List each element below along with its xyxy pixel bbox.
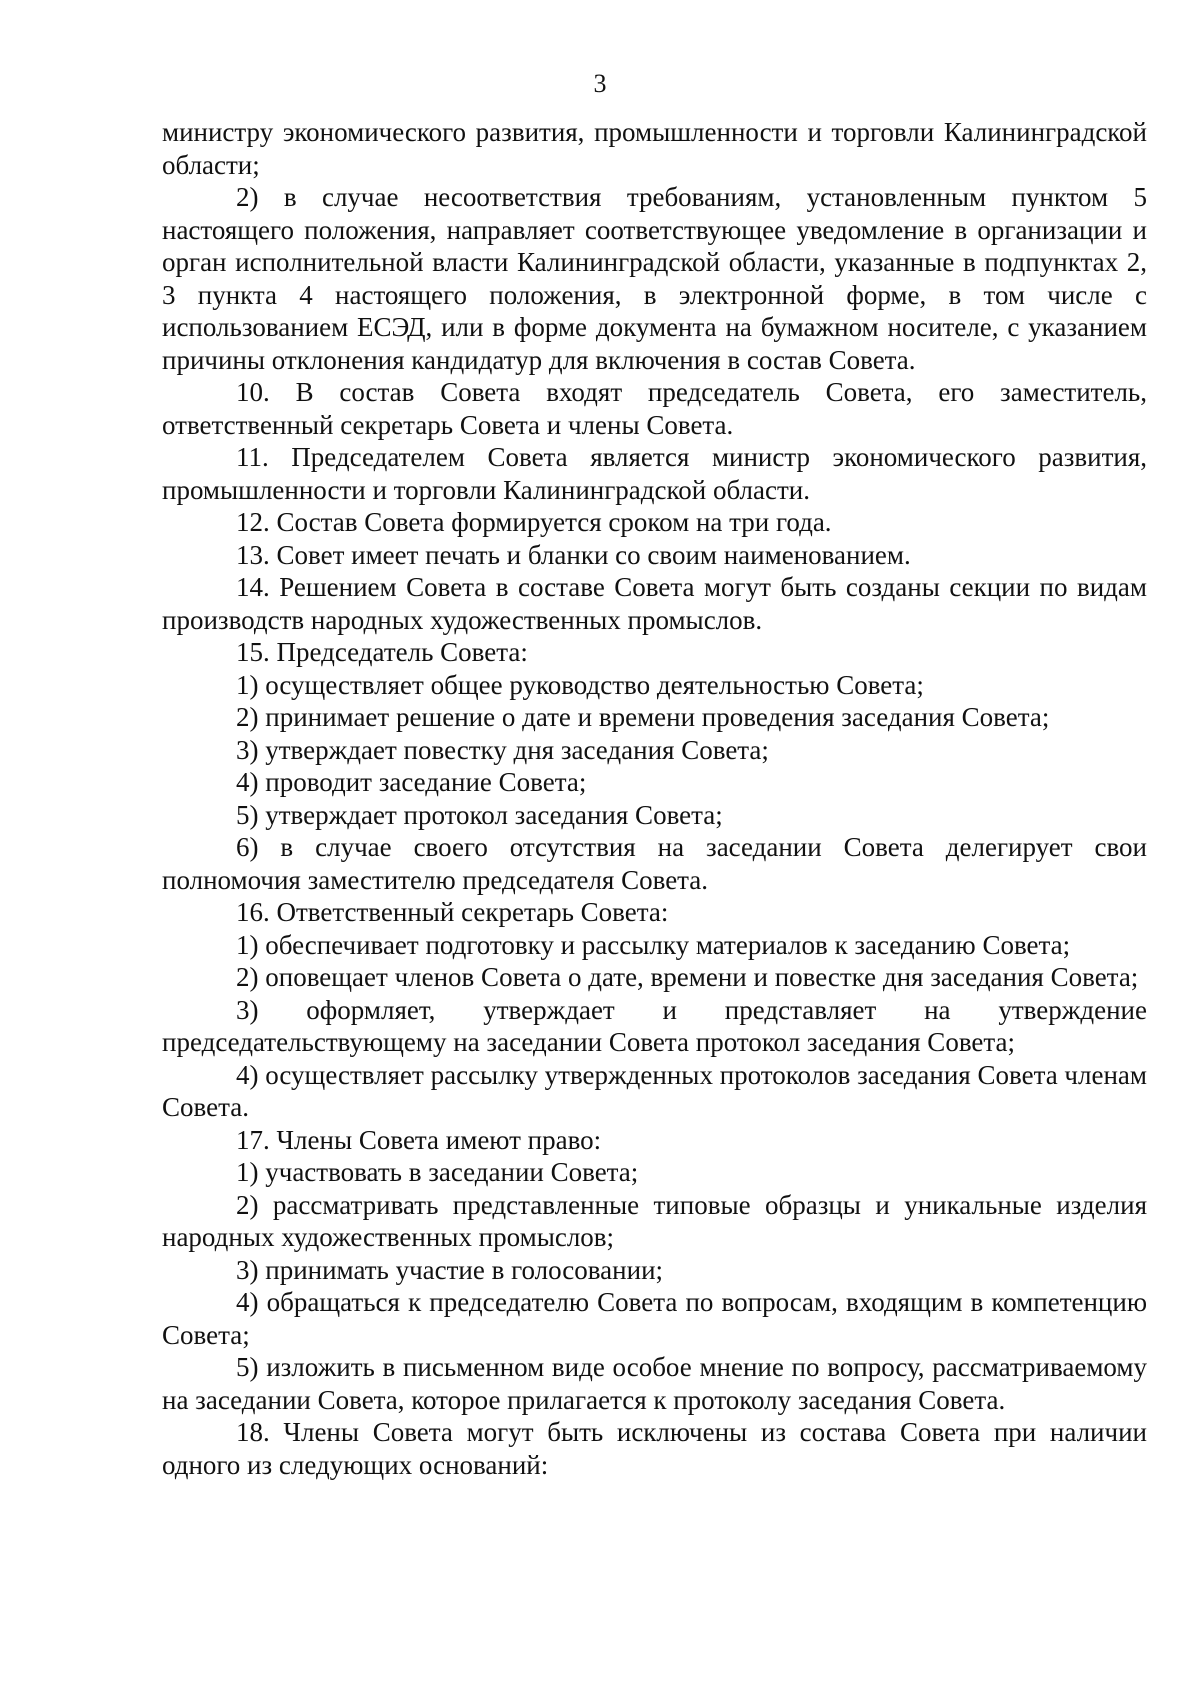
paragraph: министру экономического развития, промышленности и торговли Калининградской области;	[162, 117, 1147, 180]
paragraph: 17. Члены Совета имеют право:	[236, 1124, 602, 1155]
page-number: 3	[593, 69, 607, 98]
paragraph: 2) принимает решение о дате и времени проведения заседания Совета;	[236, 702, 1050, 732]
paragraph: 14. Решением Совета в составе Совета могут быть созданы секции по видам производств народных художественных промыслов.	[162, 572, 1147, 635]
paragraph: 1) обеспечивает подготовку и рассылку материалов к заседанию Совета;	[236, 929, 1071, 960]
paragraph: 5) утверждает протокол заседания Совета;	[236, 799, 723, 830]
paragraph: 15. Председатель Совета:	[236, 637, 528, 667]
paragraph: 11. Председателем Совета является министр экономического развития, промышленности и торговли Калининградской области.	[162, 442, 1147, 505]
paragraph: 12. Состав Совета формируется сроком на три года.	[236, 507, 832, 537]
paragraph: 1) осуществляет общее руководство деятельностью Совета;	[236, 669, 924, 700]
paragraph: 5) изложить в письменном виде особое мнение по вопросу, рассматриваемому на заседании Совета, которое прилагается к протоколу заседания Совета.	[162, 1352, 1147, 1415]
paragraph: 3) утверждает повестку дня заседания Совета;	[236, 734, 769, 765]
paragraph: 4) осуществляет рассылку утвержденных протоколов заседания Совета членам Совета.	[162, 1059, 1147, 1122]
paragraph: 3) принимать участие в голосовании;	[236, 1254, 664, 1285]
paragraph: 13. Совет имеет печать и бланки со своим наименованием.	[236, 539, 911, 570]
paragraph: 3) оформляет, утверждает и представляет на утверждение председательствующему на заседании Совета протокол заседания Совета;	[162, 994, 1147, 1057]
paragraph: 18. Члены Совета могут быть исключены из состава Совета при наличии одного из следующих оснований:	[162, 1417, 1147, 1480]
paragraph: 2) оповещает членов Совета о дате, времени и повестке дня заседания Совета;	[236, 962, 1139, 992]
paragraph: 4) обращаться к председателю Совета по вопросам, входящим в компетенцию Совета;	[162, 1287, 1147, 1350]
paragraph: 16. Ответственный секретарь Совета:	[236, 897, 669, 927]
paragraph: 10. В состав Совета входят председатель Совета, его заместитель, ответственный секретарь Совета и члены Совета.	[162, 377, 1147, 440]
paragraph: 2) рассматривать представленные типовые образцы и уникальные изделия народных художественных промыслов;	[162, 1189, 1147, 1252]
paragraph: 2) в случае несоответствия требованиям, установленным пунктом 5 настоящего положения, направляет соответствующее уведомление в организации и орган исполнительной власти Калининградской области, указанные в подпунктах 2, 3 пункта 4 настоящего положения, в электронной форме, в том числе с использованием ЕСЭД, или в форме документа на бумажном носителе, с указанием причины отклонения кандидатур для включения в состав Совета.	[162, 182, 1147, 375]
paragraph: 1) участвовать в заседании Совета;	[236, 1157, 639, 1187]
paragraph: 6) в случае своего отсутствия на заседании Совета делегирует свои полномочия заместителю председателя Совета.	[162, 832, 1147, 895]
document-body	[162, 116, 1147, 1481]
paragraph: 4) проводит заседание Совета;	[236, 767, 587, 797]
